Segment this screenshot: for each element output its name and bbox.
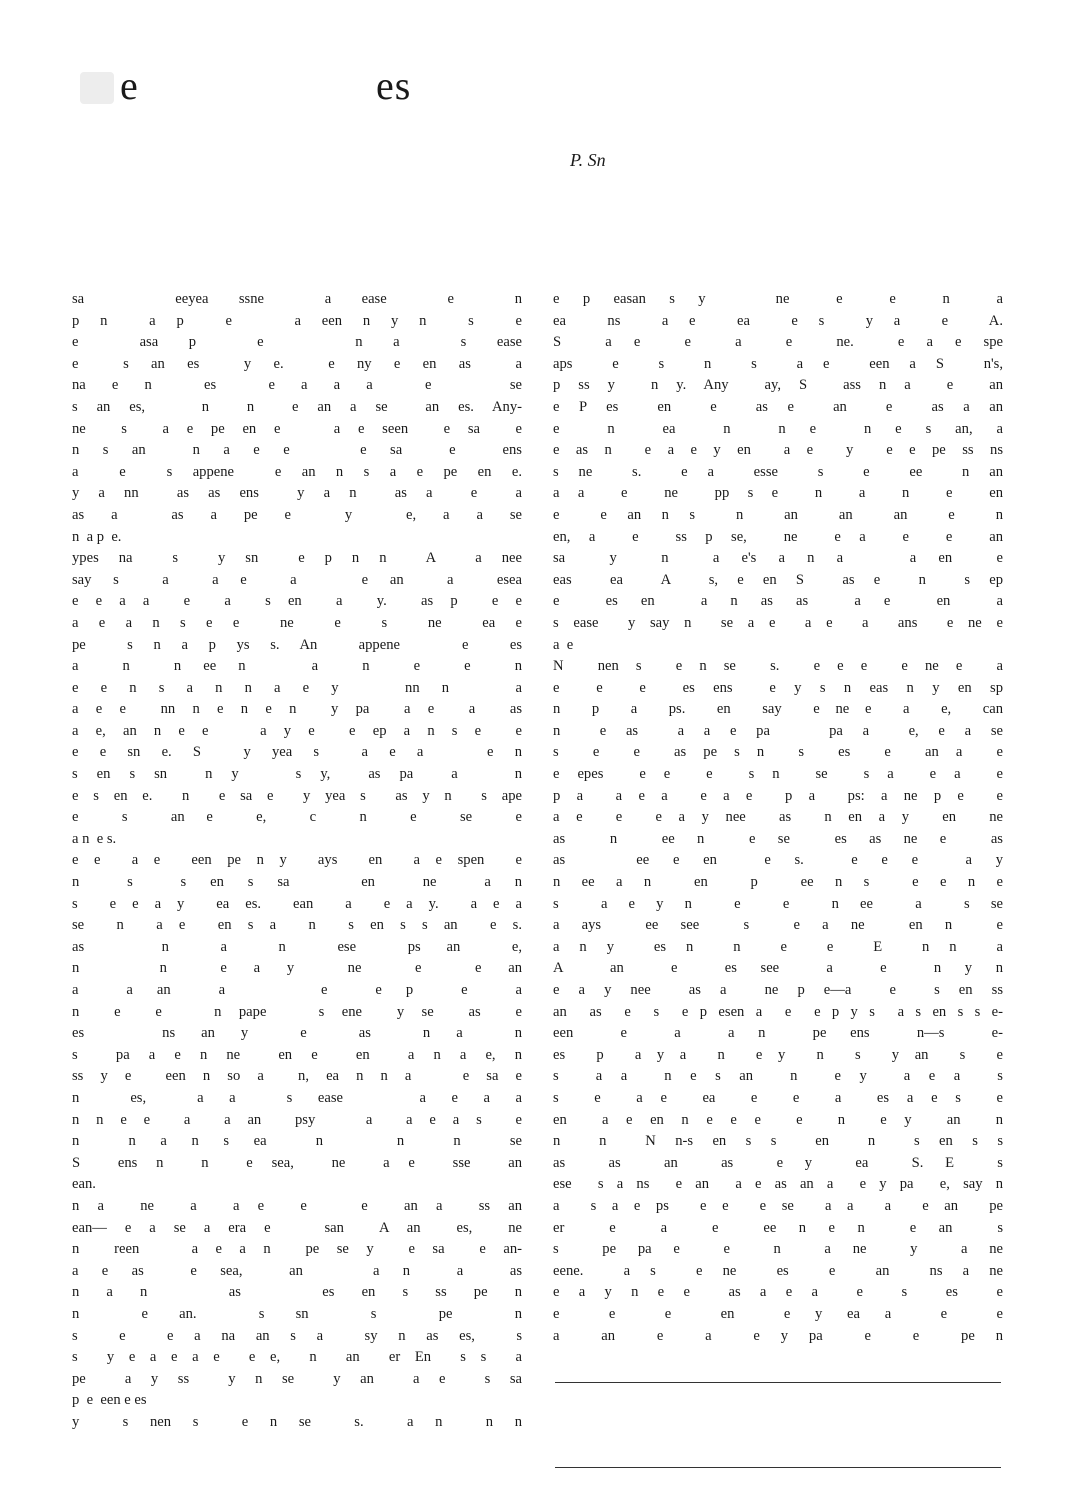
text-line: n reen a e a n pe se y e sa e an- [72, 1241, 522, 1258]
text-line: eas ea A s, e en S as e n s ep [553, 571, 1003, 588]
text-line: s ease y say n se a e a e a ans e ne e [553, 614, 1003, 631]
title-smudge [80, 72, 114, 104]
text-line: es ns an y e as n a n [72, 1025, 522, 1042]
text-line: ea ns a e ea e s y a e A. [553, 312, 1003, 329]
text-line: e n ea n n e n e s an, a [553, 420, 1003, 437]
left-text-column [72, 289, 522, 1433]
text-line: a e s appene e an n s a e pe en e. [72, 463, 522, 480]
text-line: een e a a n pe ens n—s e- [553, 1025, 1003, 1042]
text-line: n e as a a e pa pa a e, e a se [553, 722, 1003, 739]
text-line: s an es, n n e an a se an es. Any- [72, 398, 522, 415]
text-line: n e e n pape s ene y se as e [72, 1003, 522, 1020]
text-line: e e n s a n n a e y nn n a [72, 679, 522, 696]
text-line: en, a e ss p se, ne e a e e an [553, 528, 1003, 545]
text-line: ss y e een n so a n, ea n n a e sa e [72, 1068, 522, 1085]
text-line: A an e es see a e n y n [553, 960, 1003, 977]
text-line: n a n as es en s ss pe n [72, 1284, 522, 1301]
text-line: p a a e a e a e p a ps: a ne p e e [553, 787, 1003, 804]
text-line: a n y es n n e e E n n a [553, 938, 1003, 955]
text-line: sa eeyea ssne a ease e n [72, 291, 522, 307]
text-line: ese s a ns e an a e as an a e y pa e, say n [553, 1176, 1003, 1193]
text-line: a a e ne pp s e n a n e en [553, 485, 1003, 502]
footnote-rule-top [555, 1382, 1001, 1383]
text-line: s a e y n e e n ee a s se [553, 895, 1003, 912]
text-line: a e e nn n e n e n y pa a e a as [72, 701, 522, 718]
text-line: e epes e e e s n se s a e a e [553, 766, 1003, 783]
text-line: e e an n s n an an an e n [553, 506, 1003, 523]
text-line: as n a n ese ps an e, [72, 938, 522, 955]
text-line: y s nen s e n se s. a n n n [72, 1413, 522, 1430]
text-line: S ens n n e sea, ne a e sse an [72, 1154, 522, 1171]
text-line: na e n es e a a a e se [72, 377, 522, 394]
text-line: en a e en n e e e e n e y an n [553, 1111, 1003, 1128]
text-line: a a an a e e p e a [72, 982, 522, 998]
text-line: e s an e e, c n e se e [72, 809, 522, 826]
text-line: S a e e a e ne. e a e spe [553, 334, 1003, 351]
text-line: e e sn e. S y yea s a e a e n [72, 744, 522, 761]
text-line: eene. a s e ne es e an ns a ne [553, 1262, 1003, 1279]
text-line: s e e a na an s a sy n as es, s [72, 1327, 522, 1344]
text-line: a an e a e y pa e e pe n [553, 1327, 1003, 1344]
text-line: a e, an n e e a y e e ep a n s e e [72, 722, 522, 739]
text-line: e e e es ens e y s n eas n y en sp [553, 679, 1003, 696]
text-line: a e e e a y nee as n en a y en ne [553, 809, 1003, 826]
text-line: p e een e es [72, 1392, 147, 1409]
text-line: a n n ee n a n e e n [72, 658, 522, 675]
text-line: n es, a a s ease a e a a [72, 1089, 522, 1106]
author-byline: P. Sn [570, 150, 606, 170]
text-line: s en s sn n y s y, as pa a n [72, 766, 522, 783]
footnote-rule-bottom [555, 1467, 1001, 1468]
text-line: a e a n s e e ne e s ne ea e [72, 614, 522, 631]
text-line: es p a y a n e y n s y an s e [553, 1046, 1003, 1063]
text-line: as n ee n e se es as ne e as [553, 830, 1003, 847]
text-line: s pa a e n ne en e en a n a e, n [72, 1046, 522, 1063]
text-line: n s s en s sa en ne a n [72, 874, 522, 891]
text-line: n ee a n en p ee n s e e n e [553, 874, 1003, 891]
text-line: er e a e ee n e n e an s [553, 1219, 1003, 1236]
text-line: ean— e a se a era e san A an es, ne [72, 1219, 522, 1236]
text-line: an as e s e p esen a e e p y s a s en s s e- [553, 1003, 1003, 1020]
right-text-column [553, 289, 1003, 1347]
article-title [80, 62, 440, 110]
text-line: e e a e een pe n y ays en a e spen e [72, 852, 522, 869]
text-line: ypes na s y sn e p n n A a nee [72, 550, 522, 567]
text-line: s e a e ea e e a es a e s e [553, 1089, 1003, 1106]
text-line: n n e a y ne e e an [72, 960, 522, 977]
text-line: p ss y n y. Any ay, S ass n a e an [553, 377, 1003, 394]
text-line: s e e as pe s n s es e an a e [553, 744, 1003, 761]
text-line: s a a n e s an n e y a e a s [553, 1068, 1003, 1085]
text-line: a s a e ps e e e se a a a e an pe [553, 1197, 1003, 1214]
text-line: pe a y ss y n se y an a e s sa [72, 1370, 522, 1387]
text-line: e s an es y e. e ny e en as a [72, 355, 522, 372]
text-line: ne s a e pe en e a e seen e sa e [72, 420, 522, 437]
text-line: e P es en e as e an e as a an [553, 398, 1003, 415]
text-line: sa y n a e's a n a a en e [553, 550, 1003, 567]
text-line: e a y n e e as a e a e s es e [553, 1284, 1003, 1301]
text-line: n s an n a e e e sa e ens [72, 442, 522, 459]
text-line: n n N n-s en s s en n s en s s [553, 1133, 1003, 1150]
text-line: as as an as e y ea S. E s [553, 1154, 1003, 1171]
text-line: a n e s. [72, 830, 117, 847]
text-line: e e a a e a s en a y. as p e e [72, 593, 522, 610]
text-line: p n a p e a een n y n s e [72, 312, 522, 329]
text-line: a ays ee see s e a ne en n e [553, 917, 1003, 934]
text-line: n e an. s sn s pe n [72, 1305, 522, 1322]
text-line: a e as e sea, an a n a as [72, 1262, 522, 1279]
text-line: s y e a e a e e e, n an er En s s a [72, 1349, 522, 1366]
text-line: se n a e en s a n s en s s an e s. [72, 917, 522, 934]
text-line: n a p e. [72, 528, 122, 545]
text-line: ean. [72, 1176, 96, 1193]
text-line: s e e a y ea es. ean a e a y. a e a [72, 895, 522, 912]
text-line: e a y nee as a ne p e—a e s en ss [553, 982, 1003, 998]
text-line: say s a a e a e an a esea [72, 571, 522, 588]
text-line: n p a ps. en say e ne e a e, can [553, 701, 1003, 718]
text-line: e as n e a e y en a e y e e pe ss ns [553, 442, 1003, 459]
text-line: as ee e en e s. e e e a y [553, 852, 1003, 869]
text-line: pe s n a p ys s. An appene e es [72, 636, 522, 653]
text-line: e es en a n as as a e en a [553, 593, 1003, 610]
text-line: s pe pa e e n a ne y a ne [553, 1241, 1003, 1258]
text-line: e s en e. n e sa e y yea s as y n s ape [72, 787, 522, 804]
text-line: aps e s n s a e een a S n's, [553, 355, 1003, 372]
title-word-right: es [376, 63, 412, 108]
text-line: a e [553, 636, 574, 653]
text-line: as a as a pe e y e, a a se [72, 506, 522, 523]
text-line: e asa p e n a s ease [72, 334, 522, 351]
text-line: s ne s. e a esse s e ee n an [553, 463, 1003, 480]
text-line: e p easan s y ne e e n a [553, 291, 1003, 307]
text-line: N nen s e n se s. e e e e ne e a [553, 658, 1003, 675]
title-word-left: e [120, 63, 139, 108]
text-line: n n a n s ea n n n se [72, 1133, 522, 1150]
text-line: e e e en e y ea a e e [553, 1305, 1003, 1322]
text-line: y a nn as as ens y a n as a e a [72, 485, 522, 502]
text-line: n a ne a a e e e an a ss an [72, 1197, 522, 1214]
text-line: n n e e a a an psy a a e a s e [72, 1111, 522, 1128]
